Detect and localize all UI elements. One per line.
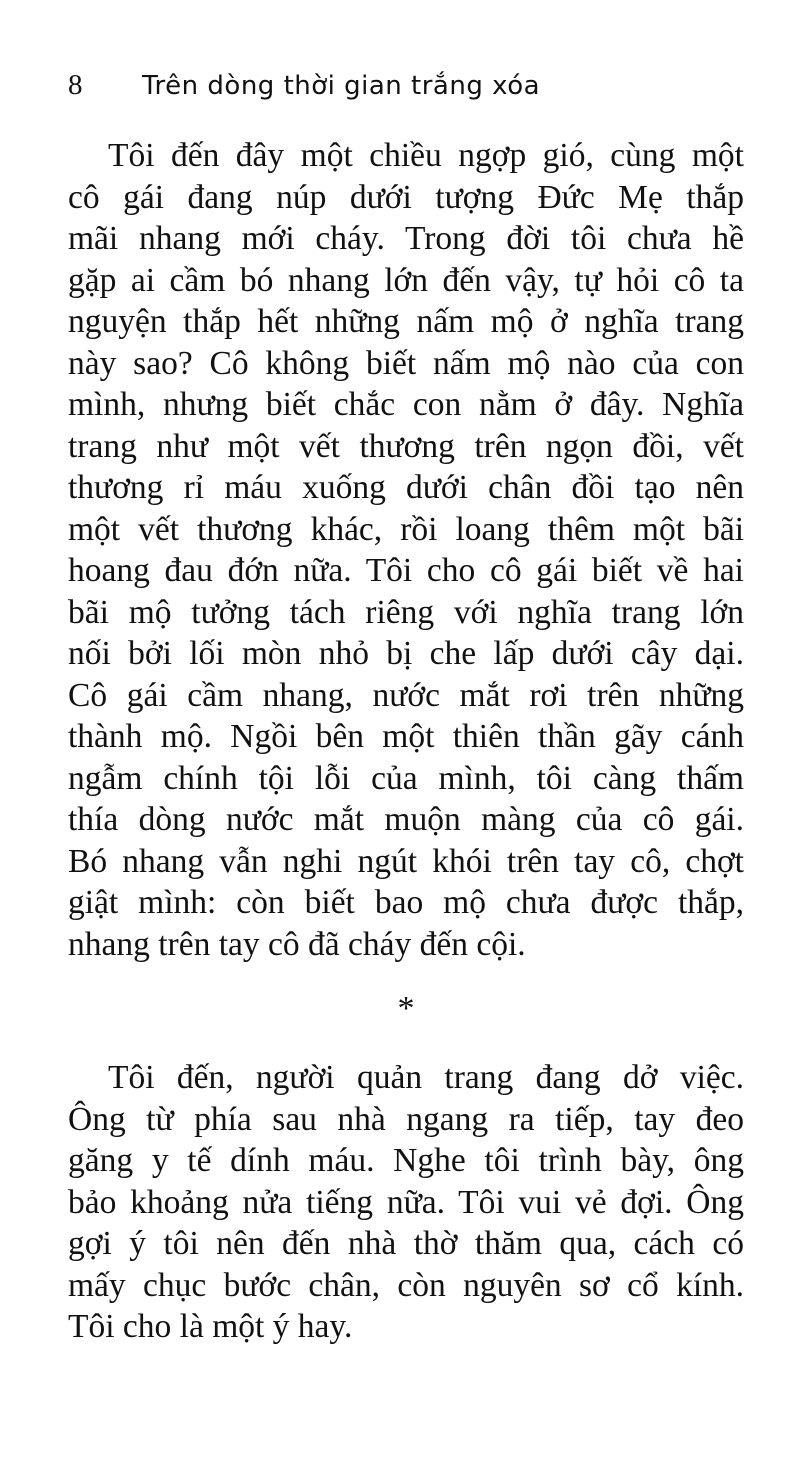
text-line: mãi nhang mới cháy. Trong đời tôi chưa hề <box>68 220 744 257</box>
text-line: găng y tế dính máu. Nghe tôi trình bày, ông <box>68 1142 744 1179</box>
section-separator: * <box>397 990 415 1027</box>
running-head <box>68 60 744 110</box>
text-line: bảo khoảng nửa tiếng nữa. Tôi vui vẻ đợi. Ông <box>68 1183 744 1221</box>
text-line: Ông từ phía sau nhà ngang ra tiếp, tay đeo <box>68 1100 744 1138</box>
text-line: gợi ý tôi nên đến nhà thờ thăm qua, cách có <box>68 1225 744 1262</box>
text-line: thương rỉ máu xuống dưới chân đồi tạo nên <box>68 469 744 506</box>
text-line: thành mộ. Ngồi bên một thiên thần gãy cánh <box>68 718 744 755</box>
paragraph-1 <box>68 135 744 965</box>
text-line: giật mình: còn biết bao mộ chưa được thắp, <box>68 884 744 921</box>
book-title: Trên dòng thời gian trắng xóa <box>142 71 541 101</box>
text-line: trang như một vết thương trên ngọn đồi, vết <box>68 427 744 465</box>
text-line: Tôi cho là một ý hay. <box>68 1308 353 1345</box>
text-line: bãi mộ tưởng tách riêng với nghĩa trang lớn <box>68 593 744 631</box>
text-line: hoang đau đớn nữa. Tôi cho cô gái biết về hai <box>68 552 744 589</box>
text-line: một vết thương khác, rồi loang thêm một bãi <box>68 510 744 548</box>
text-line: nối bởi lối mòn nhỏ bị che lấp dưới cây dại. <box>68 635 744 672</box>
paragraph-2 <box>68 1057 744 1348</box>
text-line: thía dòng nước mắt muộn màng của cô gái. <box>68 801 744 838</box>
page-number: 8 <box>68 69 83 101</box>
text-line: mình, nhưng biết chắc con nằm ở đây. Nghĩa <box>68 386 744 423</box>
text-line: nguyện thắp hết những nấm mộ ở nghĩa trang <box>68 303 744 340</box>
text-line: mấy chục bước chân, còn nguyên sơ cổ kính. <box>68 1266 744 1304</box>
text-line: Cô gái cầm nhang, nước mắt rơi trên những <box>68 676 744 714</box>
text-line: gặp ai cầm bó nhang lớn đến vậy, tự hỏi cô ta <box>68 261 744 299</box>
text-line: cô gái đang núp dưới tượng Đức Mẹ thắp <box>68 178 744 216</box>
text-line: ngẫm chính tội lỗi của mình, tôi càng thấm <box>68 759 744 797</box>
text-line: Bó nhang vẫn nghi ngút khói trên tay cô, chợt <box>68 842 744 880</box>
text-line: này sao? Cô không biết nấm mộ nào của con <box>68 344 744 382</box>
text-line: Tôi đến, người quản trang đang dở việc. <box>108 1059 744 1096</box>
text-line: nhang trên tay cô đã cháy đến cội. <box>68 925 526 963</box>
book-page <box>68 60 744 1348</box>
text-line: Tôi đến đây một chiều ngợp gió, cùng một <box>108 137 744 174</box>
